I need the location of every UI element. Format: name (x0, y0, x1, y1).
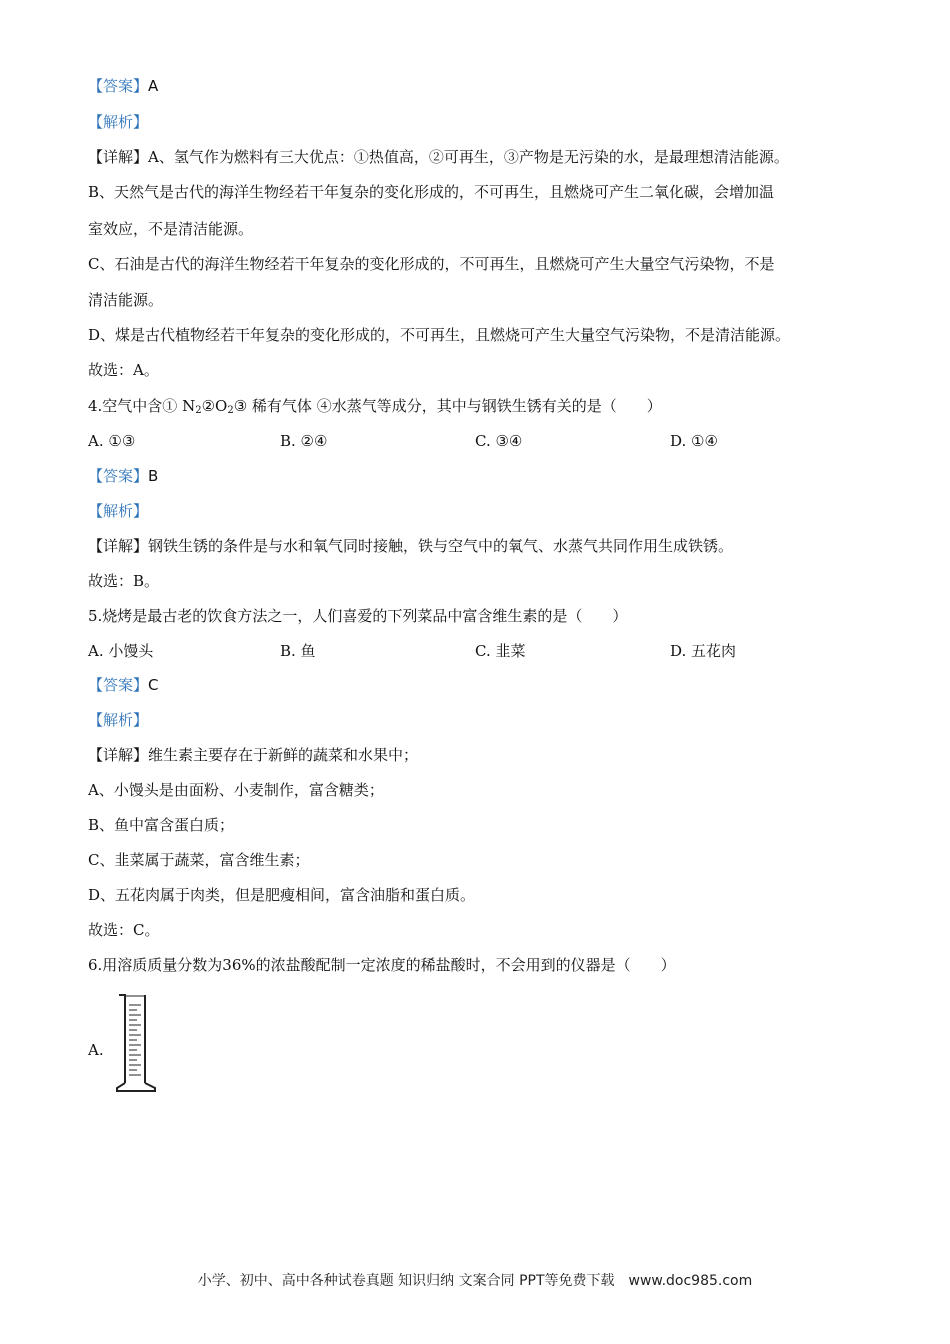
q3-detail-a (88, 147, 789, 167)
q3-detail-b1: B、天然气是古代的海洋生物经若干年复杂的变化形成的，不可再生，且燃烧可产生二氧化碳，会增加温 (88, 183, 775, 201)
q6-stem: 6.用溶质质量分数为36%的浓盐酸配制一定浓度的稀盐酸时，不会用到的仪器是（ ） (88, 956, 676, 974)
answer-value: B (148, 467, 159, 485)
analysis-tag: 【解析】 (88, 113, 149, 131)
q5-line-a: A、小馒头是由面粉、小麦制作，富含糖类； (88, 781, 384, 799)
q5-stem: 5.烧烤是最古老的饮食方法之一，人们喜爱的下列菜品中富含维生素的是（ ） (88, 607, 628, 625)
page-footer: 小学、初中、高中各种试卷真题 知识归纳 文案合同 PPT等免费下载 www.doc985.com (197, 1273, 753, 1289)
detail-tag: 【详解】 (88, 746, 149, 764)
q5-option-b: B. 鱼 (280, 642, 316, 660)
q3-answer-line (88, 76, 158, 96)
detail-tag: 【详解】 (88, 537, 149, 555)
q5-option-d: D. 五花肉 (670, 642, 737, 660)
q4-option-d: D. ①④ (670, 432, 718, 450)
q5-line-d: D、五花肉属于肉类，但是肥瘦相间，富含油脂和蛋白质。 (88, 886, 476, 904)
stem-part: ③ 稀有气体 ④水蒸气等成分，其中与钢铁生锈有关的是（ ） (233, 397, 662, 415)
measuring-cylinder-icon (113, 993, 159, 1097)
q6-option-a-label: A. (88, 1041, 104, 1059)
q5-line-b: B、鱼中富含蛋白质； (88, 816, 235, 834)
q3-detail-d: D、煤是古代植物经若干年复杂的变化形成的，不可再生，且燃烧可产生大量空气污染物，不是清洁能源。 (88, 326, 791, 344)
answer-tag: 【答案】 (88, 467, 149, 485)
answer-value: A (148, 77, 159, 95)
stem-part: ②O (201, 397, 228, 415)
q3-detail-c1: C、石油是古代的海洋生物经若干年复杂的变化形成的，不可再生，且燃烧可产生大量空气污染物，不是 (88, 255, 775, 273)
detail-tag: 【详解】 (88, 148, 149, 166)
q4-stem (88, 396, 662, 421)
detail-text: A、氢气作为燃料有三大优点：①热值高，②可再生，③产物是无污染的水，是最理想清洁能源。 (148, 148, 789, 166)
answer-tag: 【答案】 (88, 676, 149, 694)
analysis-tag: 【解析】 (88, 502, 149, 520)
q5-answer-line (88, 675, 159, 695)
q4-answer-line (88, 466, 158, 486)
analysis-tag: 【解析】 (88, 711, 149, 729)
subscript: 2 (195, 405, 202, 416)
q3-choice: 故选：A。 (88, 361, 159, 379)
q5-detail (88, 745, 418, 765)
q5-line-c: C、韭菜属于蔬菜，富含维生素； (88, 851, 310, 869)
detail-text: 钢铁生锈的条件是与水和氧气同时接触，铁与空气中的氧气、水蒸气共同作用生成铁锈。 (148, 537, 734, 555)
q4-option-b: B. ②④ (280, 432, 328, 450)
answer-value: C (148, 676, 159, 694)
q5-option-c: C. 韭菜 (475, 642, 526, 660)
subscript: 2 (227, 405, 234, 416)
q3-detail-c2: 清洁能源。 (88, 291, 164, 309)
q3-detail-b2: 室效应，不是清洁能源。 (88, 220, 254, 238)
stem-part: 4.空气中含① N (88, 397, 196, 415)
detail-text: 维生素主要存在于新鲜的蔬菜和水果中； (148, 746, 419, 764)
q4-option-a: A. ①③ (88, 432, 136, 450)
q5-option-a: A. 小馒头 (88, 642, 154, 660)
q5-choice: 故选：C。 (88, 921, 160, 939)
q4-detail (88, 536, 733, 556)
q4-option-c: C. ③④ (475, 432, 523, 450)
q4-choice: 故选：B。 (88, 572, 160, 590)
answer-tag: 【答案】 (88, 77, 149, 95)
